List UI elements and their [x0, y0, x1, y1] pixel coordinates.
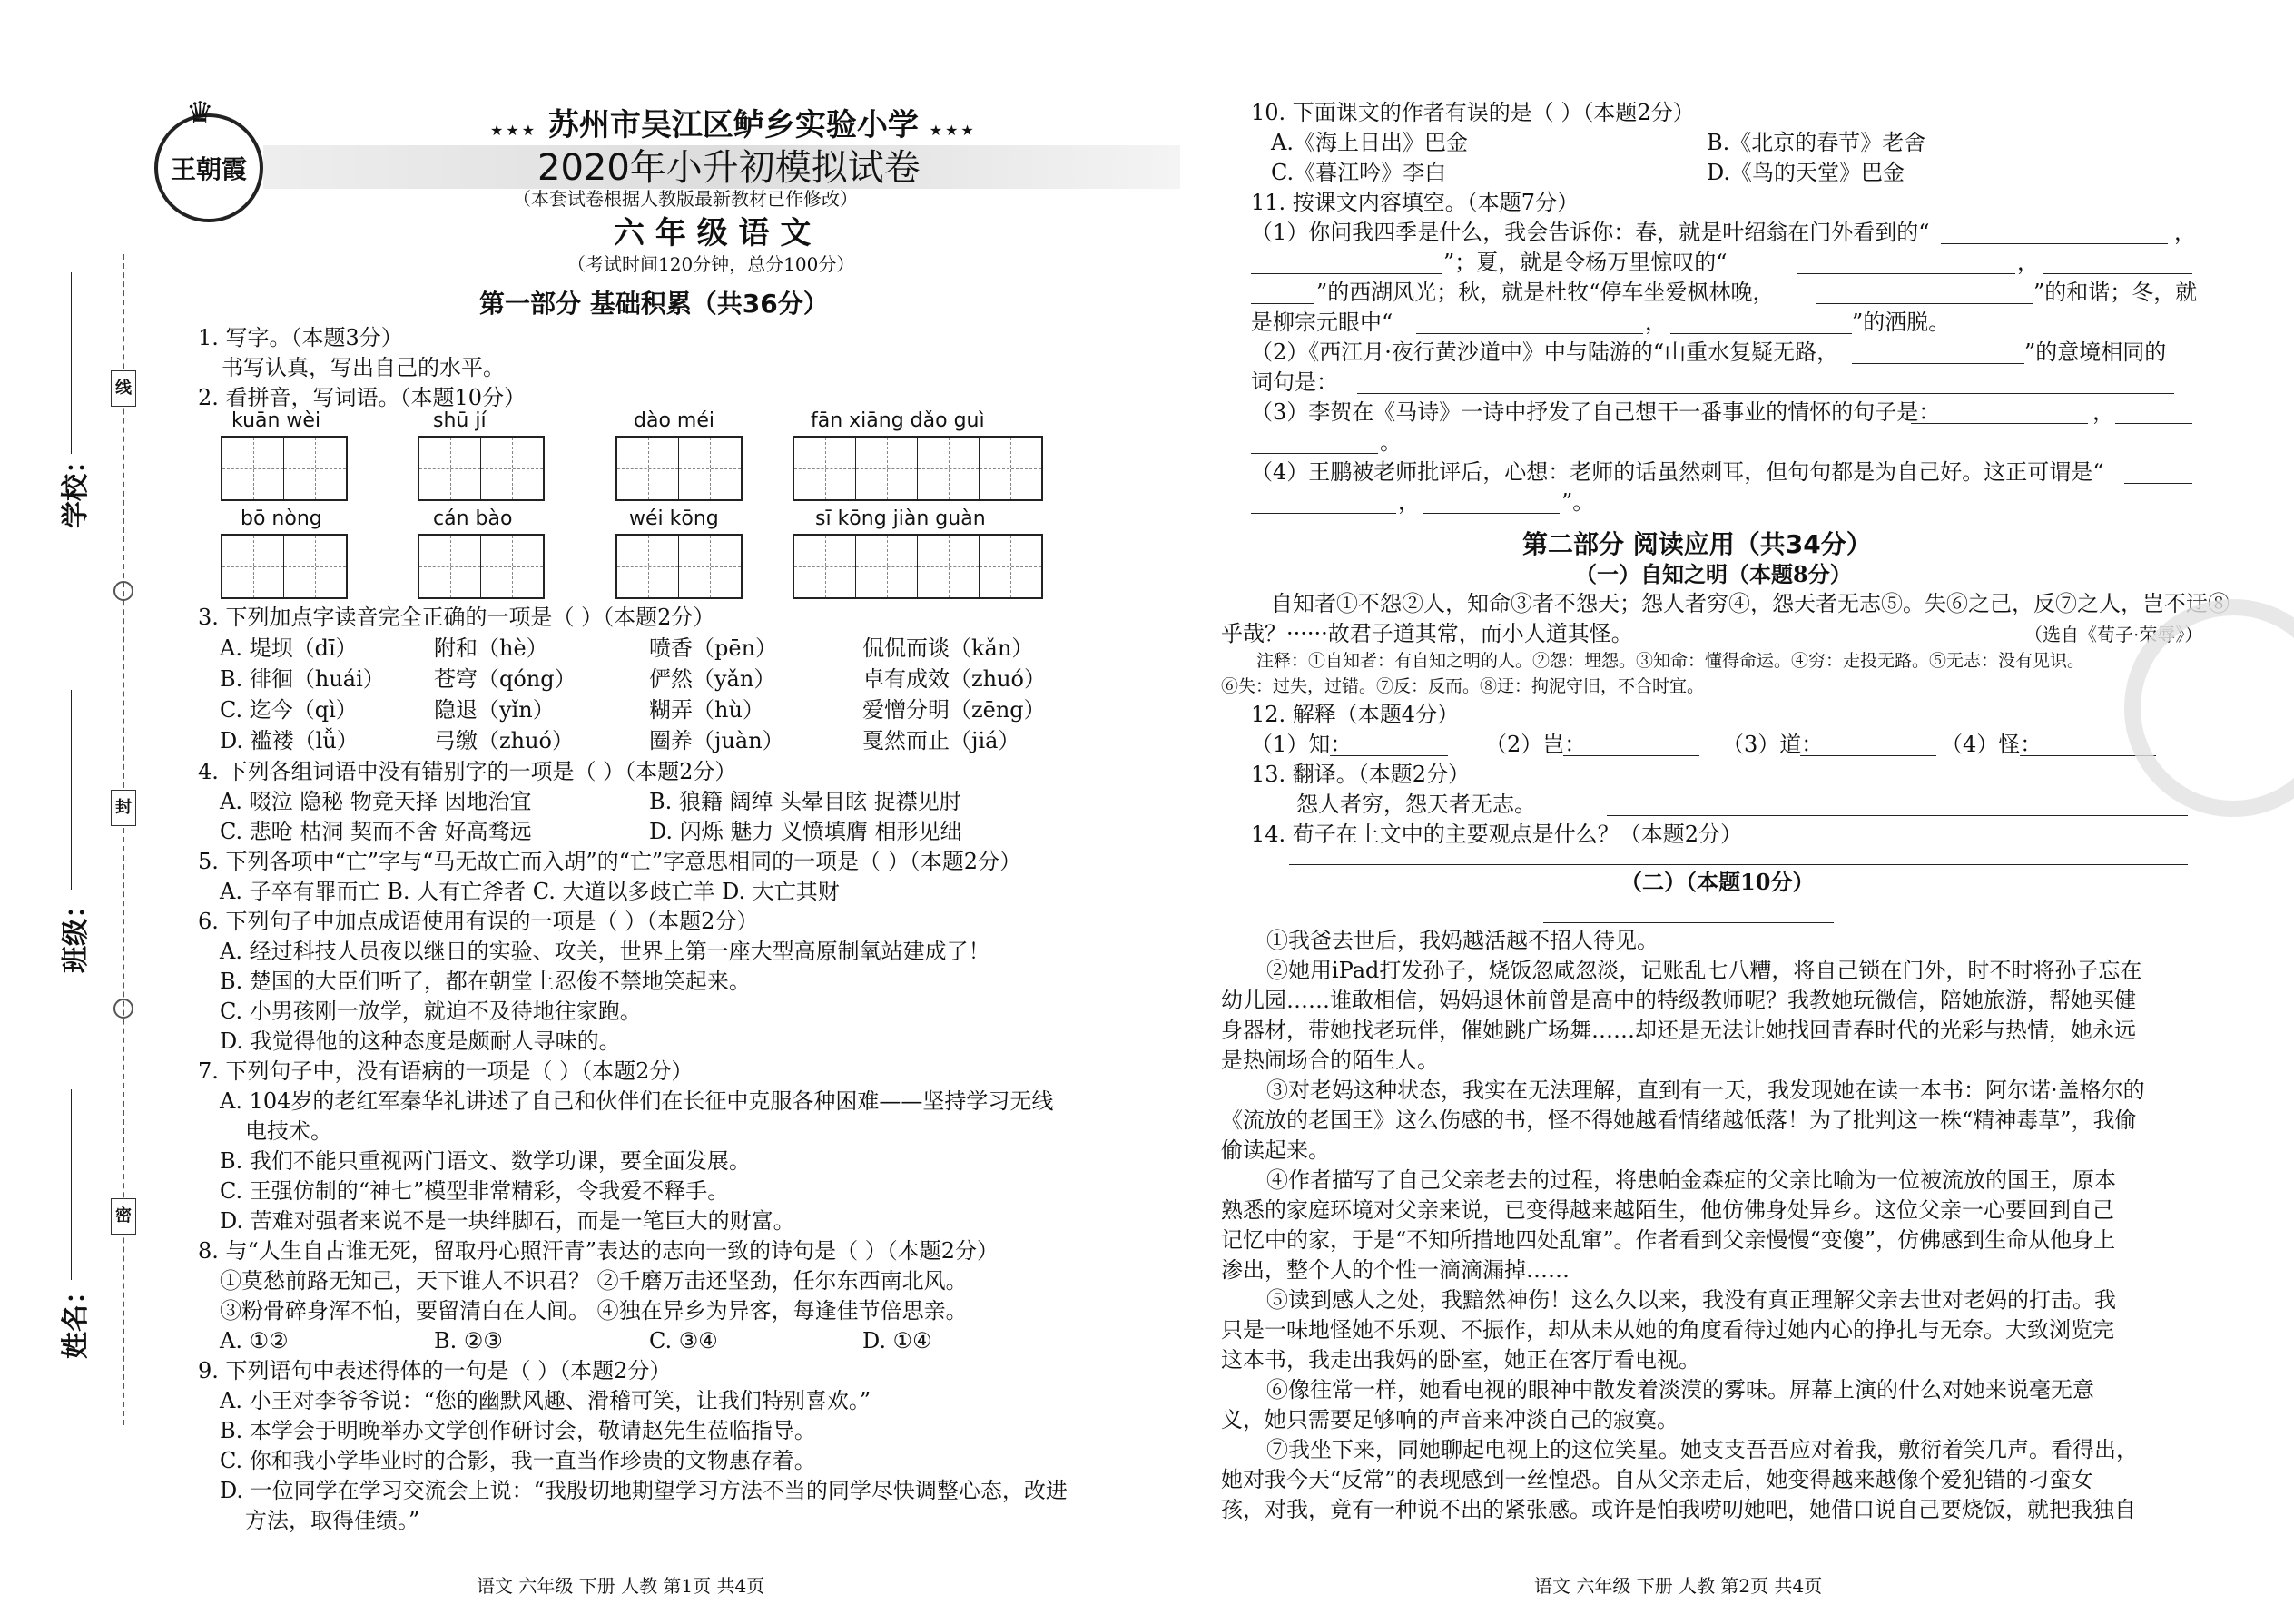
q4-a: A. 啜泣 隐秘 物竞天择 因地治宜	[220, 789, 532, 814]
q3-a3: 喷香（pēn）	[649, 635, 778, 661]
q4-b: B. 狼籍 阔绰 头晕目眩 捉襟见肘	[649, 789, 961, 814]
q9: 9. 下列语句中表述得体的一句是（ ）（本题2分）	[198, 1358, 672, 1383]
pinyin-7: wéi kōng	[629, 507, 719, 530]
q11-blank-11[interactable]	[1911, 423, 2088, 424]
part1-title: 第一部分 基础积累（共36分）	[479, 289, 829, 319]
q13-text: 怨人者穷，怨天者无志。	[1296, 792, 1536, 817]
q11-2-b: ”的意境相同的	[2024, 340, 2167, 365]
write-box-8[interactable]	[793, 534, 1043, 599]
q11-blank-3[interactable]	[1797, 273, 2015, 274]
q12: 12. 解释（本题4分）	[1251, 702, 1460, 727]
q11-blank-7[interactable]	[1416, 333, 1643, 334]
q3-c2: 隐退（yǐn）	[434, 697, 555, 723]
logo-text: 王朝霞	[170, 154, 247, 184]
q3: 3. 下列加点字读音完全正确的一项是（ ）（本题2分）	[198, 605, 715, 630]
sec1-title: （一）自知之明（本题8分）	[1575, 561, 1852, 587]
q8-d: D. ①④	[862, 1328, 932, 1353]
q9-d: D. 一位同学在学习交流会上说：“我殷切地期望学习方法不当的同学尽快调整心态，改进	[220, 1478, 1068, 1503]
class-label: 班级：	[60, 891, 92, 973]
para-1: ①我爸去世后，我妈越活越不招人待见。	[1266, 928, 1659, 953]
q11-comma-2: ，	[2017, 250, 2039, 275]
q9-a: A. 小王对李爷爷说：“您的幽默风趣、滑稽可笑，让我们特别喜欢。”	[220, 1388, 871, 1413]
pinyin-6: cán bào	[433, 507, 513, 530]
name-field[interactable]	[54, 1089, 91, 1371]
page1-footer: 语文 六年级 下册 人教 第1页 共4页	[477, 1575, 765, 1597]
binding-hole-1	[113, 581, 133, 601]
para-2-l4: 是热闹场合的陌生人。	[1221, 1048, 1439, 1073]
q1-text: 书写认真，写出自己的水平。	[222, 355, 505, 380]
para-2-l3: 身器材，带她找老玩伴，催她跳广场舞……却还是无法让她找回青春时代的光彩与热情，她永远	[1221, 1018, 2136, 1043]
class-field[interactable]	[54, 690, 91, 980]
q6-a: A. 经过科技人员夜以继日的实验、攻关，世界上第一座大型高原制氧站建成了！	[220, 939, 990, 964]
school-label: 学校：	[60, 447, 92, 528]
q11-2-c: 词句是：	[1251, 369, 1338, 395]
q3-b4: 卓有成效（zhuó）	[862, 666, 1047, 692]
q3-d2: 弓缴（zhuó）	[434, 728, 575, 753]
q11-comma-3: ，	[1645, 310, 1667, 335]
part2-title: 第二部分 阅读应用（共34分）	[1522, 529, 1872, 559]
para-5-l1: ⑤读到感人之处，我黯然神伤！这么久以来，我没有真正理解父亲去世对老妈的打击。我	[1266, 1287, 2116, 1313]
q12-blank-1[interactable]	[1330, 755, 1448, 756]
para-3-l1: ③对老妈这种状态，我实在无法理解，直到有一天，我发现她在读一本书：阿尔诺·盖格尔的	[1266, 1078, 2145, 1103]
q3-a1: A. 堤坝（dī）	[220, 635, 358, 661]
q11-blank-12[interactable]	[2115, 423, 2192, 424]
sec2-title-blank[interactable]	[1543, 922, 1834, 923]
write-box-4[interactable]	[793, 436, 1043, 501]
write-box-5[interactable]	[221, 534, 348, 599]
pinyin-2: shū jí	[433, 409, 487, 432]
write-box-6[interactable]	[418, 534, 545, 599]
para-7-l2: 她对我今天“反常”的表现感到一丝惶恐。自从父亲走后，她变得越来越像个爱犯错的刁蛮女	[1221, 1467, 2093, 1492]
binding-hole-2	[113, 999, 133, 1019]
q3-a4: 侃侃而谈（kǎn）	[862, 635, 1034, 661]
classic-source: （选自《荀子·荣辱》）	[2024, 624, 2203, 645]
q11-blank-15[interactable]	[1251, 513, 1396, 514]
q11-4: （4）王鹏被老师批评后，心想：老师的话虽然刺耳，但句句都是为自己好。这正可谓是“	[1251, 459, 2104, 485]
q6-b: B. 楚国的大臣们听了，都在朝堂上忍俊不禁地笑起来。	[220, 969, 751, 994]
page2-footer: 语文 六年级 下册 人教 第2页 共4页	[1534, 1575, 1823, 1597]
q3-c4: 爱憎分明（zēng）	[862, 697, 1046, 723]
q4: 4. 下列各组词语中没有错别字的一项是（ ）（本题2分）	[198, 759, 737, 784]
q11-comma-1: ，	[2174, 220, 2196, 245]
para-4-l3: 记忆中的家，于是“不知所措地四处乱窜”。作者看到父亲慢慢“变傻”，仿佛感到生命从他身上	[1221, 1227, 2116, 1253]
binding-line	[123, 254, 124, 1425]
q7-a: A. 104岁的老红军秦华礼讲述了自己和伙伴们在长征中克服各种困难——坚持学习无线	[220, 1088, 1054, 1114]
q7-b: B. 我们不能只重视两门语文、数学功课，要全面发展。	[220, 1148, 751, 1174]
pinyin-1: kuān wèi	[231, 409, 321, 432]
pinyin-3: dào méi	[634, 409, 714, 432]
time-score: （考试时间120分钟，总分100分）	[567, 253, 855, 275]
edition-note: （本套试卷根据人教版最新教材已作修改）	[513, 188, 858, 210]
q12-4: （4）怪：	[1941, 732, 2043, 757]
q8-a: A. ①②	[220, 1328, 289, 1353]
q11-blank-14[interactable]	[2124, 483, 2192, 484]
q10-d: D.《鸟的天堂》巴金	[1707, 160, 1905, 185]
q9-c: C. 你和我小学毕业时的合影，我一直当作珍贵的文物惠存着。	[220, 1448, 816, 1473]
q10-a: A.《海上日出》巴金	[1271, 130, 1468, 155]
q8-line-1: ①莫愁前路无知己，天下谁人不识君？ ②千磨万击还坚劲，任尔东西南北风。	[220, 1268, 968, 1294]
para-5-l3: 这本书，我走出我妈的卧室，她正在客厅看电视。	[1221, 1347, 1700, 1373]
q3-b3: 俨然（yǎn）	[649, 666, 776, 692]
q11-1-d: ”的和谐；冬，就	[2033, 280, 2198, 305]
classic-line-2: 乎哉？······故君子道其常，而小人道其怪。	[1221, 621, 1633, 646]
para-2-l2: 幼儿园……谁敢相信，妈妈退休前曾是高中的特级教师呢？我教她玩微信，陪她旅游，帮她买健	[1221, 988, 2136, 1013]
q11-quote-end: ”。	[1561, 489, 1595, 515]
para-3-l2: 《流放的老国王》这么伤感的书，怪不得她越看情绪越低落！为了批判这一株“精神毒草”，我偷	[1221, 1107, 2137, 1133]
q11-blank-1[interactable]	[1941, 243, 2168, 244]
para-5-l2: 只是一味地怪她不乐观、不振作，却从未从她的角度看待过她内心的挣扎与无奈。大致浏览完	[1221, 1317, 2114, 1343]
para-4-l2: 熟悉的家庭环境对父亲来说，已变得越来越陌生，他仿佛身处异乡。这位父亲一心要回到自己	[1221, 1197, 2114, 1223]
q3-b1: B. 徘徊（huái）	[220, 666, 385, 692]
q11-blank-16[interactable]	[1423, 513, 1560, 514]
q7-a-cont: 电技术。	[245, 1118, 332, 1144]
pinyin-8: sī kōng jiàn guàn	[815, 507, 986, 530]
name-label: 姓名：	[60, 1277, 92, 1359]
q8: 8. 与“人生自古谁无死，留取丹心照汗青”表达的志向一致的诗句是（ ）（本题2分）	[198, 1238, 999, 1264]
q11-blank-5[interactable]	[1251, 303, 1314, 304]
q3-c1: C. 迄今（qì）	[220, 697, 358, 723]
q8-b: B. ②③	[434, 1328, 503, 1353]
q11-comma-5: ，	[1398, 489, 1420, 515]
q12-1: （1）知：	[1251, 732, 1353, 757]
q8-c: C. ③④	[649, 1328, 718, 1353]
seal-mark-feng: 封	[111, 790, 136, 826]
logo-crown-icon: ♛	[186, 95, 214, 132]
q9-b: B. 本学会于明晚举办文学创作研讨会，敬请赵先生莅临指导。	[220, 1418, 816, 1443]
para-7-l3: 孩，对我，竟有一种说不出的紧张感。或许是怕我唠叨她吧，她借口说自己要烧饭，就把我独自	[1221, 1497, 2136, 1522]
q4-c: C. 悲呛 枯洞 契而不舍 好高骛远	[220, 819, 532, 844]
q3-d1: D. 褴褛（lǚ）	[220, 728, 359, 753]
q12-3: （3）道：	[1722, 732, 1824, 757]
q11: 11. 按课文内容填空。（本题7分）	[1251, 190, 1580, 215]
q3-d3: 圈养（juàn）	[649, 728, 784, 753]
q13-blank[interactable]	[1607, 815, 2188, 816]
para-4-l1: ④作者描写了自己父亲老去的过程，将患帕金森症的父亲比喻为一位被流放的国王，原本	[1266, 1167, 2116, 1193]
q11-period-1: 。	[1380, 429, 1402, 455]
pinyin-4: fān xiāng dǎo guì	[811, 409, 985, 432]
seal-mark-xian: 线	[111, 370, 136, 407]
q6: 6. 下列句子中加点成语使用有误的一项是（ ）（本题2分）	[198, 909, 759, 934]
q11-blank-10[interactable]	[1357, 393, 2174, 394]
para-2-l1: ②她用iPad打发孙子，烧饭忽咸忽淡，记账乱七八糟，将自己锁在门外，时不时将孙子忘在	[1266, 958, 2142, 983]
notes-line-1: 注释：①自知者：有自知之明的人。②怨：埋怨。③知命：懂得命运。④穷：走投无路。⑤无志：没有见识。	[1256, 651, 2085, 671]
write-box-3[interactable]	[615, 436, 743, 501]
q13: 13. 翻译。（本题2分）	[1251, 762, 1471, 787]
para-6-l2: 义，她只需要足够响的声音来冲淡自己的寂寞。	[1221, 1407, 1679, 1432]
notes-line-2: ⑥失：过失，过错。⑦反：反而。⑧迂：拘泥守旧，不合时宜。	[1221, 676, 1705, 696]
q10-b: B.《北京的春节》老舍	[1707, 130, 1926, 155]
write-box-7[interactable]	[615, 534, 743, 599]
q11-3: （3）李贺在《马诗》一诗中抒发了自己想干一番事业的情怀的句子是：	[1251, 399, 1941, 425]
q1: 1. 写字。（本题3分）	[198, 325, 403, 350]
q3-b2: 苍穹（qóng）	[434, 666, 576, 692]
school-title: ★★★ 苏州市吴江区鲈乡实验小学 ★★★	[490, 107, 977, 143]
q11-blank-2[interactable]	[1251, 273, 1442, 274]
q7-d: D. 苦难对强者来说不是一块绊脚石，而是一笔巨大的财富。	[220, 1208, 795, 1234]
q5: 5. 下列各项中“亡”字与“马无故亡而入胡”的“亡”字意思相同的一项是（ ）（本题2分）	[198, 849, 1022, 874]
para-4-l4: 渗出，整个人的个性一滴滴漏掉……	[1221, 1257, 1570, 1283]
q11-1-e: 是柳宗元眼中“	[1251, 310, 1393, 335]
sec2-title: （二）（本题10分）	[1620, 869, 1815, 895]
q11-blank-13[interactable]	[1251, 453, 1378, 454]
q9-d-cont: 方法，取得佳绩。”	[245, 1508, 420, 1533]
q2: 2. 看拼音，写词语。（本题10分）	[198, 385, 527, 410]
q3-c3: 糊弄（hù）	[649, 697, 764, 723]
q12-2: （2）岂：	[1485, 732, 1587, 757]
q12-blank-3[interactable]	[1800, 755, 1936, 756]
q11-1-f: ”的洒脱。	[1852, 310, 1951, 335]
q11-blank-9[interactable]	[1852, 363, 2024, 364]
q3-a2: 附和（hè）	[434, 635, 548, 661]
q7-c: C. 王强仿制的“神七”模型非常精彩，令我爱不释手。	[220, 1178, 730, 1204]
subject-title: 六 年 级 语 文	[614, 215, 812, 251]
exam-title: 2020年小升初模拟试卷	[537, 147, 921, 189]
write-box-1[interactable]	[221, 436, 348, 501]
q11-comma-4: ，	[2092, 399, 2114, 425]
q5-opts: A. 子卒有罪而亡 B. 人有亡斧者 C. 大道以多歧亡羊 D. 大亡其财	[220, 879, 840, 904]
para-7-l1: ⑦我坐下来，同她聊起电视上的这位笑星。她支支吾吾应对着我，敷衍着笑几声。看得出，	[1266, 1437, 2138, 1462]
q11-1-a: （1）你问我四季是什么，我会告诉你：春，就是叶绍翁在门外看到的“	[1251, 220, 1930, 245]
q14: 14. 荀子在上文中的主要观点是什么？（本题2分）	[1251, 822, 1743, 847]
seal-mark-mi: 密	[111, 1198, 136, 1235]
q11-blank-8[interactable]	[1670, 333, 1852, 334]
para-3-l3: 偷读起来。	[1221, 1137, 1330, 1163]
q6-c: C. 小男孩刚一放学，就迫不及待地往家跑。	[220, 999, 642, 1024]
q3-d4: 戛然而止（jiá）	[862, 728, 1020, 753]
q8-line-2: ③粉骨碎身浑不怕，要留清白在人间。 ④独在异乡为异客，每逢佳节倍思亲。	[220, 1298, 968, 1324]
write-box-2[interactable]	[418, 436, 545, 501]
q4-d: D. 闪烁 魅力 义愤填膺 相形见绌	[649, 819, 962, 844]
q11-blank-6[interactable]	[1816, 303, 2033, 304]
q10: 10. 下面课文的作者有误的是（ ）（本题2分）	[1251, 100, 1695, 125]
pinyin-5: bō nòng	[241, 507, 322, 530]
q11-1-b: ”；夏，就是令杨万里惊叹的“	[1443, 250, 1728, 275]
q7: 7. 下列句子中，没有语病的一项是（ ）（本题2分）	[198, 1058, 694, 1084]
classic-line-1: 自知者①不怨②人，知命③者不怨天；怨人者穷④，怨天者无志⑤。失⑥之己，反⑦之人，岂不迂⑧	[1271, 591, 2230, 616]
q10-c: C.《暮江吟》李白	[1271, 160, 1447, 185]
q14-blank[interactable]	[1289, 864, 2188, 865]
q11-blank-4[interactable]	[2043, 273, 2192, 274]
q11-1-c: ”的西湖风光；秋，就是杜牧“停车坐爱枫林晚，	[1316, 280, 1775, 305]
school-field[interactable]	[54, 272, 91, 545]
q11-2-a: （2）《西江月·夜行黄沙道中》中与陆游的“山重水复疑无路，	[1251, 340, 1839, 365]
q6-d: D. 我觉得他的这种态度是颇耐人寻味的。	[220, 1029, 621, 1054]
para-6-l1: ⑥像往常一样，她看电视的眼神中散发着淡漠的雾味。屏幕上演的什么对她来说毫无意	[1266, 1377, 2094, 1403]
q12-blank-2[interactable]	[1563, 755, 1699, 756]
